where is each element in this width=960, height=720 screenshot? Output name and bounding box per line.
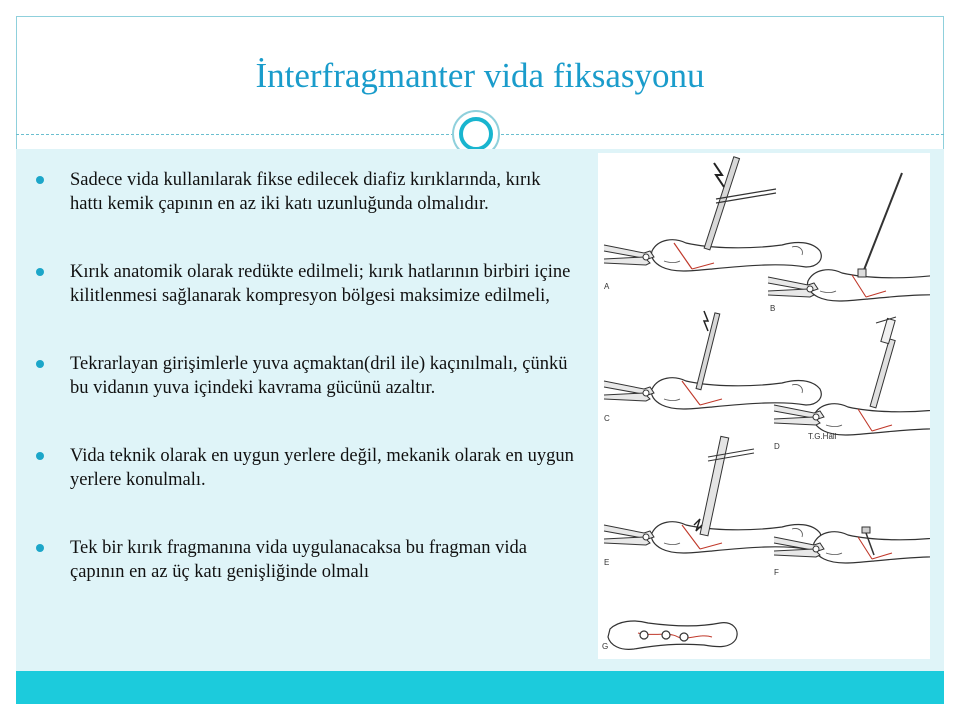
panel-label: E: [604, 558, 610, 567]
bullet-list: [34, 168, 574, 628]
bottom-accent-bar: [16, 671, 944, 704]
panel-label: F: [774, 568, 779, 577]
panel-label: C: [604, 414, 610, 423]
bullet-text: Tekrarlayan girişimlerle yuva açmaktan(dril ile) kaçınılmalı, çünkü bu vidanın yuva içindeki kavrama gücünü azaltır.: [70, 354, 568, 398]
panel-label: D: [774, 442, 780, 451]
bullet-dot-icon: [36, 360, 44, 368]
bullet-dot-icon: [36, 176, 44, 184]
ring-inner: [459, 117, 493, 151]
panel-label: A: [604, 282, 610, 291]
bullet-item: [34, 352, 574, 400]
bullet-text: Kırık anatomik olarak redükte edilmeli; kırık hatlarının birbiri içine kilitlenmesi sağlanarak kompresyon bölgesi maksimize edilmeli,: [70, 262, 571, 306]
panel-a-drill: [604, 157, 821, 291]
bullet-item: [34, 444, 574, 492]
signature: T.G.Hall: [808, 432, 837, 441]
bullet-dot-icon: [36, 544, 44, 552]
panel-label: B: [770, 304, 776, 313]
panel-label: G: [602, 642, 609, 651]
bullet-dot-icon: [36, 452, 44, 460]
illustration-svg: [598, 153, 930, 659]
bullet-dot-icon: [36, 268, 44, 276]
bullet-text: Vida teknik olarak en uygun yerlere değil, mekanik olarak en uygun yerlere konulmalı.: [70, 446, 574, 490]
panel-c-tap: [604, 311, 821, 423]
bullet-item: [34, 168, 574, 216]
bullet-item: [34, 536, 574, 584]
panel-g-bone-with-screws: [602, 621, 737, 651]
bullet-text: Sadece vida kullanılarak fikse edilecek diafiz kırıklarında, kırık hattı kemik çapının en az iki katı uzunluğunda olmalıdır.: [70, 170, 541, 214]
screw-fixation-illustration: [598, 153, 930, 659]
panel-e-screw-driver: [604, 436, 821, 567]
bullet-text: Tek bir kırık fragmanına vida uygulanacaksa bu fragman vida çapının en az üç katı genişliğinde olmalı: [70, 538, 527, 582]
slide-title: İnterfragmanter vida fiksasyonu: [255, 56, 705, 95]
bullet-item: [34, 260, 574, 308]
